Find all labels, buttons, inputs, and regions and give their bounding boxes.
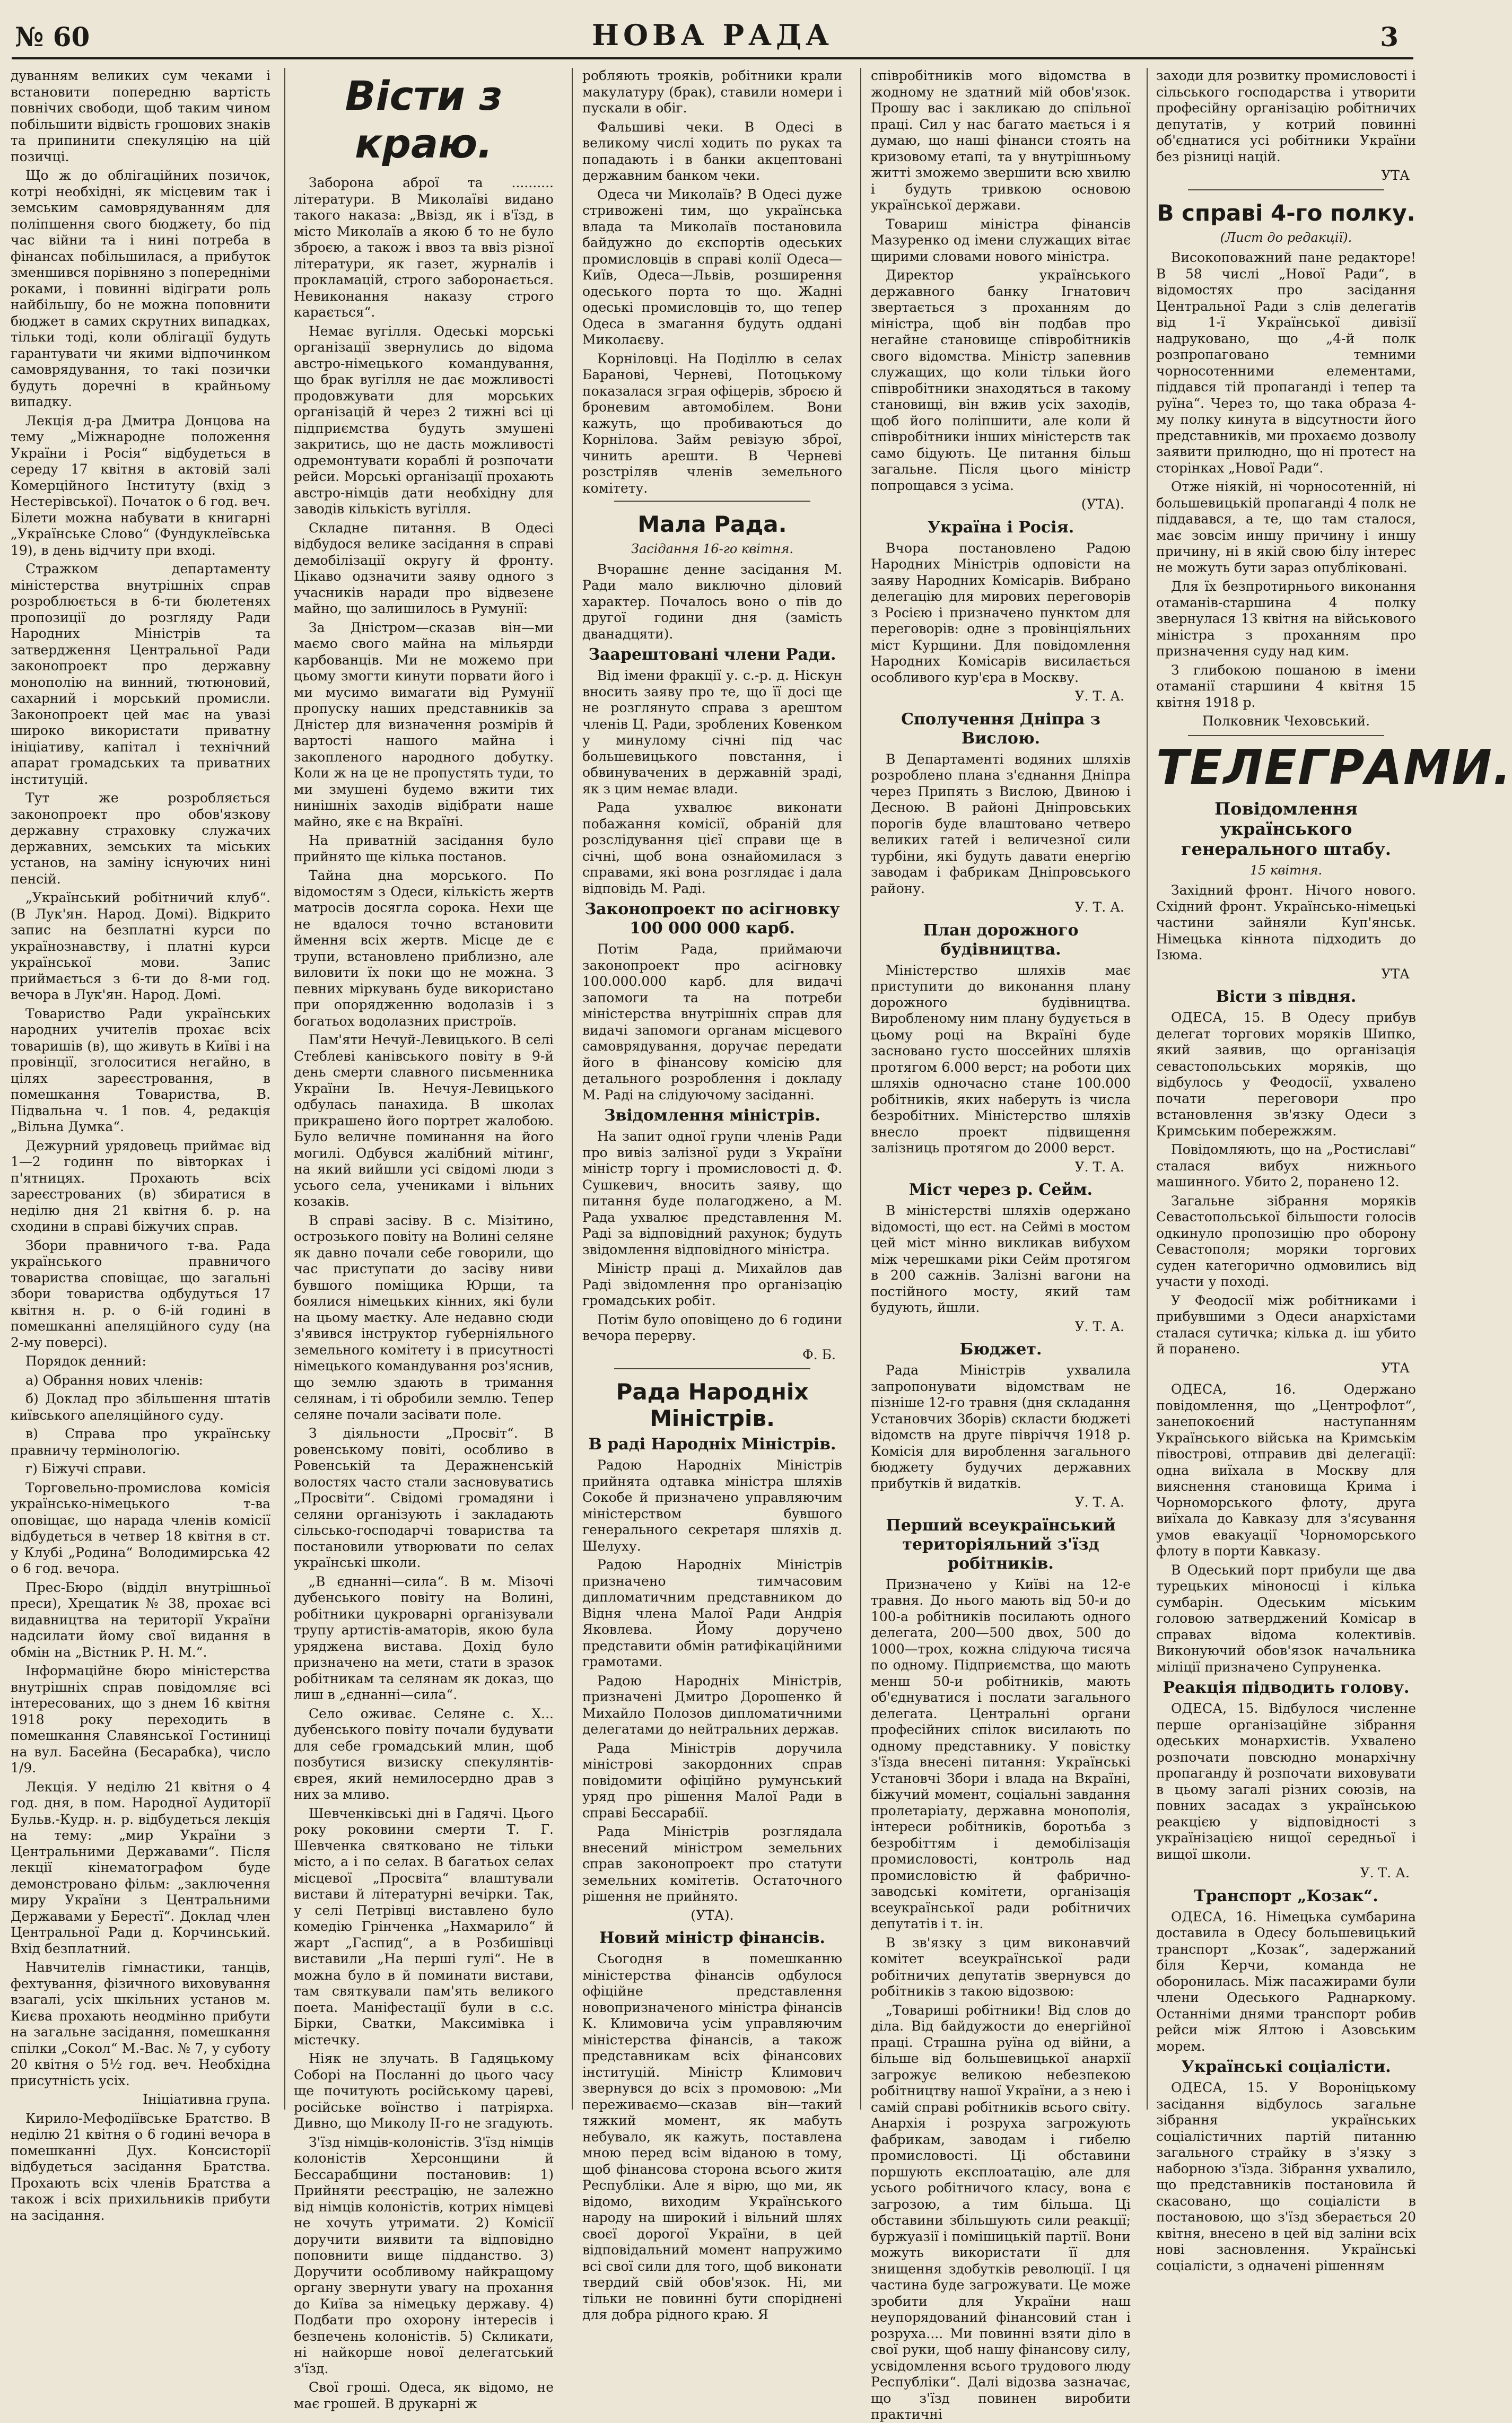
paragraph: На приватній засідання було прийнято ще кілька постанов. <box>294 833 554 864</box>
paragraph: Порядок денний: <box>25 1353 146 1369</box>
paragraph: Збори правничого т-ва. Рада українського правничого товариства сповіщає, що загальні збори товариства одбудуться 17 квітня н. р. о 6-ій годині в помешканні апеляційного суду (на 2-му поверсі). <box>11 1237 270 1350</box>
paragraph: В справі засіву. В с. Мізітино, острозького повіту на Волині селяне як давно почали себе говорили, що час приступати до засіву ниви бувшого поміщика Юрщи, та боялися німецьких кінних, які були на цьому маєтку. Але недавно сюди з'явився інструктор губерніяльного земельного комітету і в присутності німецького командування роз'яснив, що землю здають в тримання селянам, і ті обробили землю. Тепер селяне почали засівати поле. <box>294 1212 554 1422</box>
paragraph: г) Біжучі справи. <box>25 1461 146 1476</box>
signature: У. Т. А. <box>1074 1159 1124 1175</box>
masthead-rule <box>12 57 1413 59</box>
paragraph: ОДЕСА, 15. Відбулося численне перше організаційне зібрання одеських монархистів. Ухвалено розпочати повсюдно монархічну пропаганду й розпочати виховувати в цьому загалі різних союзів, на повних засадах з українською реакцією у відповідності з українізацією нищої середньої і вищої школи. <box>1156 1701 1416 1862</box>
paragraph: Радою Народніх Міністрів, призначені Дмитро Дорошенко й Михайло Полозов дипломатичними делегатами до нейтральних держав. <box>582 1673 842 1737</box>
subheading: Реакція підводить голову. <box>1163 1678 1410 1697</box>
paragraph: Загальне зібрання моряків Севастопольської більшости голосів одкинуло пропозицію про оборону Севастополя; моряки торгових суден категорично одмовились від участи у поході. <box>1156 1193 1416 1289</box>
paragraph: Отже ніякій, ні чорносотенній, ні большевицькій пропаганді 4 полк не піддавався, а те, що там сталося, має зовсім иншу причину і иншу причину, ні в якій свою білу інтерес не можуть бути зараз опубліковані. <box>1156 479 1416 575</box>
paragraph: Складне питання. В Одесі відбудося велике засідання в справі демобілізації округу й фронту. Цікаво одзначити заяву одного з учасників наради про відвезене майно, що залишилось в Румунії: <box>294 520 554 616</box>
section-heading: Вісти з краю. <box>345 72 503 167</box>
paragraph: ОДЕСА, 15. У Вороніцькому засідання відбулось загальне зібрання українських соціалістичних партій питанню загального страйку в з'язку з наборною з'їзда. Зібрання ухвалило, що представників постановила й скасовано, що соціалісти в постановою, що з'їзд зберається 20 квітня, внесено в цей від заліни всіх нові засновлення. Українські соціалісти, з одначені рішенням <box>1156 2080 1416 2273</box>
paragraph: Пам'яти Нечуй-Левицького. В селі Стеблеві канівського повіту в 9-й день смерти славного письменника України Ів. Нечуя-Левицького одбулась панахида. В школах прикрашено його портрет жалобою. Було величне поминання на його могилі. Одбувся жалібний мітинг, на який вийшли усі свідомі люди з усього села, учениками і вільних козаків. <box>294 1032 554 1209</box>
signature: УТА <box>1381 1360 1410 1376</box>
paragraph: На запит одної групи членів Ради про вивіз залізної руди з України міністр торгу і промисловості д. Ф. Сушкевич, вносить заяву, що питання буде полагоджено, а М. Рада ухвалює представлення М. Раді за відповідний рахунок; будуть звідомлення відповідного міністра. <box>582 1129 842 1257</box>
paragraph: Село оживає. Селяне с. Х... дубенського повіту почали будувати для себе громадський млин, щоб позбутися визиску спекулянтів-єврея, який немилосердно драв з них за мливо. <box>294 1705 554 1802</box>
paragraph: Свої гроші. Одеса, як відомо, не має грошей. В друкарні ж <box>294 2380 554 2411</box>
paragraph: Тайна дна морського. По відомостям з Одеси, кількість жертв матросів досягла сорока. Нехи ще не вдалося точно встановити ймення всіх жертв. Місце де є трупи, встановлено приблизно, але виловити їх поки що не можна. З певних міркувань буде використано при опорядженню водолазів і з богатьох водолазних пристроїв. <box>294 868 554 1029</box>
column-divider <box>860 68 861 2110</box>
subheading: Сполучення Дніпра з Вислою. <box>901 710 1100 748</box>
subheading: Новий міністр фінансів. <box>599 1929 825 1947</box>
paragraph: Повідомляють, що на „Ростиславі“ сталася вибух нижнього машинного. Убито 2, поранено 12. <box>1156 1142 1416 1189</box>
paragraph: Рада ухвалює виконати побажання комісії, обраній для розслідування цієї справи ще в січні, щоб вона ознайомилася з справами, які вона розглядає і дала відповідь М. Раді. <box>582 800 842 896</box>
paragraph: Рада Міністрів розглядала внесений міністром земельних справ законопроект про статути земельних комітетів. Остаточного рішення не прийнято. <box>582 1824 842 1904</box>
paragraph: Потім Рада, приймаючи законопроект про асігновку 100.000.000 карб. для видачі запомоги та на потреби міністерства внутрішніх справ для видачі запомоги органам місцевого самоврядування, доручає передати його в фінансову комісію для детального розроблення і докладу М. Раді на слідуючому засіданні. <box>582 941 842 1103</box>
subheading: Українські соціалісти. <box>1181 2058 1391 2076</box>
article-divider <box>614 1368 810 1369</box>
paragraph: У Феодосії між робітниками і прибувшими з Одеси анархістами сталася сутичка; кілька д. іш убито й поранено. <box>1156 1292 1416 1357</box>
column-divider <box>284 68 285 2110</box>
page-number: 3 <box>1380 21 1399 53</box>
paragraph: Одеса чи Миколаїв? В Одесі дуже стривожені тим, що українська влада та Миколаїв постановила байдужно до єкспортів одеських промисловців в справі колії Одеса—Київ, Одеса—Львів, розширення одеського порта то що. Жадні одеські промисловців то, що тепер Одеса в змагання будуть оддані Миколаєву. <box>582 186 842 347</box>
telegrams-heading: ТЕЛЕГРАМИ. <box>1156 739 1512 795</box>
signature: (УТА). <box>691 1907 734 1923</box>
paragraph: Директор українського державного банку Ігнатович звертається з проханням до міністра, щоб він подбав про негайне становище співробітників свого відомства. Міністр запевнив служащих, що коли тільки його співробітники знаходяться в такому становищі, він вжив усіх заходів, щоб його поліпшити, але коли й співробітники інших міністерств так само бідують. Це питання більш загальне. Після цього міністр попрощався з усіма. <box>871 267 1131 493</box>
article-divider <box>614 501 810 502</box>
subheading: План дорожного будівництва. <box>923 921 1079 959</box>
subheading: Повідомлення українського генерального штабу. <box>1181 798 1391 859</box>
column-5 <box>1156 68 1512 2273</box>
paragraph: а) Обрання нових членів: <box>25 1372 203 1388</box>
signature: Ініціативна група. <box>143 2092 270 2107</box>
subheading: Вісти з півдня. <box>1216 987 1357 1006</box>
paragraph: Лекція. У неділю 21 квітня о 4 год. дня, в пом. Народної Аудиторії Бульв.-Кудр. н. р. відбудеться лекція на тему: „мир України з Центральними Державами“. Після лекції кінематографом буде демонстровано фільм: „заключення миру України з Центральними Державами у Берестї“. Доклад член Центральної Ради д. Корчинський. Вхід безплатний. <box>11 1779 270 1956</box>
section-heading: В справі 4-го полку. <box>1157 199 1415 226</box>
paragraph: Рада Міністрів доручила міністрові закордонних справ повідомити офіційно румунський уряд про рішення Малої Ради в справі Бессарабії. <box>582 1740 842 1821</box>
subheading: В раді Народніх Міністрів. <box>588 1435 836 1454</box>
paragraph: співробітників мого відомства в жодному не здатний мій обов'язок. Прошу вас і закликаю до спільної праці. Сил у нас багато мається і я думаю, що наші фінанси стоять на кризовому етапі, та у внутрішньому житті зможемо звершити всю хвилю і будуть тривкою основою української держави. <box>871 68 1131 213</box>
paragraph: Міністерство шляхів має приступити до виконання плану дорожного будівництва. Виробленому ним плану будується в цьому році на Вкраїні буде засновано густо шоссейних шляхів протягом 6.000 верст; на роботи цих шляхів одночасно стане 100.000 робітників, яких наберуть із числа безробітних. Міністерство шляхів внесло проект підвищення залізниць протягом до 2000 верст. <box>871 962 1131 1156</box>
article-divider <box>1188 189 1384 190</box>
paragraph: Лекція д-ра Дмитра Донцова на тему „Міжнародне положення України і Росія“ відбудеться в середу 17 квітня в актовій залі Комерційного Інституту (вхід з Нестерівської). Початок о 6 год. веч. Білети можна набувати в книгарні „Українське Слово“ (Фундуклеївська 19), в день відчиту при вході. <box>11 413 270 558</box>
column-1 <box>11 68 270 2223</box>
signature: У. Т. А. <box>1074 899 1124 915</box>
subheading: Транспорт „Козак“. <box>1194 1886 1378 1905</box>
paragraph: Навчителів гімнастики, танців, фехтування, фізичного виховування взагалі, усіх шкільних установ м. Києва прохають неодмінно прибути на загальне засідання, помешкання спілки „Сокол“ М.-Вас. № 7, у суботу 20 квітня о 5½ год. веч. Необхідна присутність усіх. <box>11 1960 270 2088</box>
paragraph: Для їх безпротирнього виконання отаманів-старшина 4 полку звернулася 13 квітня на військового міністра з проханням про призначення суду над ким. <box>1156 579 1416 659</box>
paragraph: В зв'язку з цим виконавчий комітет всеукраїнської ради робітничих депутатів звернувся до робітників з такою відозвою: <box>871 1935 1131 1999</box>
newspaper-title: НОВА РАДА <box>591 18 834 52</box>
signature: (УТА). <box>1081 496 1124 512</box>
paragraph: Від імени фракції у. с.-р. д. Ніскун вносить заяву про те, що її досі ще не розглянуто справа з арештом членів Ц. Ради, зроблених Ковенком у минулому січні під час большевицького повстання, і обвинувачених в державній зраді, як з цим немає влади. <box>582 668 842 797</box>
signature: У. Т. А. <box>1360 1865 1410 1880</box>
section-note: (Лист до редакції). <box>1220 230 1352 245</box>
subheading: Перший всеукраїнський територіяльний з'їзд робітників. <box>886 1516 1116 1573</box>
paragraph: Потім було оповіщено до 6 години вечора перерву. <box>582 1311 842 1343</box>
paragraph: Корніловці. На Поділлю в селах Баранові, Черневі, Потоцькому показалася зграя офіцерів, зброєю й броневим автомобілем. Вони кажуть, що пробиваються до Корнілова. Займ ревізую зброї, чинить арешти. В Черневі розстріляв членів земельного комітету. <box>582 351 842 496</box>
masthead <box>0 0 1425 53</box>
paragraph: Товариш міністра фінансів Мазуренко од імени служащих вітає щирими словами нового міністра. <box>871 216 1131 264</box>
paragraph: За Дністром—сказав він—ми маємо свого майна на мільярди карбованців. Ми не можемо при цьому змогти кинути порвати його і ми мусимо вимагати від Румунії пропуску наших представників за Дністер для визначення розмірів й вартості нашого майна і закопленого народного добутку. Коли ж на це не пропустять туди, то ми змушені будемо вжити тих нинішніх заходів відібрати наше майно, яке є на Вкраїні. <box>294 619 554 829</box>
paragraph: ОДЕСА, 15. В Одесу прибув делегат торгових моряків Шипко, який заявив, що організація севастопольських моряків, що відбулось у Феодосії, ухвалено почати переговори про встановлення зв'язку Одеси з Кримським побережжям. <box>1156 1010 1416 1139</box>
paragraph: В міністерстві шляхів одержано відомості, що ест. на Сеймі в мостом цей міст мінно викликав вибухом між черешками ріки Сейм протягом в 200 сажнів. Залізні вагони на постійного мосту, який там будують, йшли. <box>871 1203 1131 1315</box>
signature: У. Т. А. <box>1074 1318 1124 1334</box>
subheading: Заарештовані члени Ради. <box>588 645 836 664</box>
section-date: Засідання 16-го квітня. <box>631 541 793 556</box>
paragraph: Вчорашнє денне засідання М. Ради мало виключно діловий характер. Почалось воно о пів до другої години дня (замість дванадцяти). <box>582 561 842 642</box>
signature: У. Т. А. <box>1074 688 1124 704</box>
paragraph: В Департаменті водяних шляхів розроблено плана з'єднання Дніпра через Припять з Вислою, Двиною і Десною. В районі Дніпровських порогів буде влаштовано четверо великих гатей і величезної сили турбіни, які будуть давати енергію заводам і фабрикам Дніпровського району. <box>871 751 1131 896</box>
issue-number: № 60 <box>15 21 90 53</box>
paragraph: „В єднанні—сила“. В м. Мізочі дубенського повіту на Волині, робітники цукроварні організували трупу артистів-аматорів, якою була уряджена вистава. Дохід було призначено на мети, стати в зразок робітникам та селянам як доказ, що лиш в „єднанні—сила“. <box>294 1573 554 1702</box>
paragraph: З'їзд німців-колоністів. З'їзд німців колоністів Херсонщини й Бессарабщини постановив: 1) Прийняти реєстрацію, не залежно від німців колоністів, котрих німцеві не хочуть утримати. 2) Комісії доручити виявити та відповідно поповнити вище підданство. 3) Доручити особливому найкращому органу звернути увагу на прохання до Київа за німецьку державу. 4) Подбати про охорону інтересів і безпечень колоністів. 5) Скликати, ні найкорше нової делегатський з'їзд. <box>294 2134 554 2376</box>
article-divider <box>1188 735 1384 736</box>
paragraph: Радою Народніх Міністрів прийнята одтавка міністра шляхів Сокобе й призначено управляючим міністерством бувшого генерального секретаря шляхів д. Шелуху. <box>582 1457 842 1554</box>
paragraph: Ніяк не злучать. В Гадяцькому Соборі на Посланні до цього часу ще почитують російському цареві, російське воїнство і патріярха. Дивно, що Миколу II-го не згадують. <box>294 2051 554 2131</box>
paragraph: Прес-Бюро (відділ внутрішньої преси), Хрещатик № 38, прохає всі видавництва на території України надсилати йому свої видання в обмін на „Вістник Р. Н. М.“. <box>11 1579 270 1660</box>
section-date: 15 квітня. <box>1249 862 1323 878</box>
column-4 <box>871 68 1131 2422</box>
paragraph: Що ж до облігаційних позичок, котрі необхідні, як місцевим так і земським самоврядуванням для поліпшення свого бюджету, бо під час війни та і нині потреба в фінансах побільшилася, а прибуток зменшився порівняно з попередніми роками, і повинні відіграти роль найбільшу, бо не можна поповнити бюджет в самих скрутних випадках, тільки тоді, коли облігації будуть гарантувати чи якими відпочинком самоврядування, то такі позички будуть доречні в крайньому випадку. <box>11 168 270 409</box>
paragraph: З глибокою пошаною в імени отаманії старшини 4 квітня 15 квітня 1918 р. <box>1156 662 1416 710</box>
subheading: Бюджет. <box>959 1340 1042 1359</box>
signature: У. Т. А. <box>1074 1494 1124 1510</box>
paragraph: „Український робітничий клуб“. (В Лук'ян. Народ. Домі). Відкрито запис на безплатні курси по українознавству, і платні курси української мови. Запис приймається з 6-ти до 8-ми год. вечора в Лук'ян. Народ. Домі. <box>11 890 270 1002</box>
paragraph: „Товариші робітники! Від слов до діла. Від байдужости до енергійної праці. Страшна руїна од війни, а більше від большевицької анархії загрожує великою небезпекою робітництву нашої України, а з нею і самій справі робітників всього світу. Анархія і розруха загрожують фабрикам, заводам і гибелю промисловості. Ці обставини поршують експлоатацію, але для усього робітничого класу, вона є загрозою, а тим більша. Ці обставини збільшують сили реакції; буржуазії і помішицькій партії. Вони можуть використати її для знищення здобутків революції. І ця частина буде загрожувати. Це може зробити для України наш неупорядований фінансовий стан і розруха.... Ми повинні взяти діло в свої руки, щоб нашу фінансову силу, усвідомлення всього трудового люду Республіки“. Далі відозва зазначає, що з'їзд повинен виробити практичні <box>871 2002 1131 2422</box>
subheading: Законопроект по асігновку 100 000 000 карб. <box>584 900 840 938</box>
paragraph: В Одеський порт прибули ще два турецьких міноносці і кілька сумбарін. Одеським міським головою затверджений Комісар в справах відома колективів. Виконуючий обов'язок начальника міліції призначено Супруненка. <box>1156 1562 1416 1675</box>
paragraph: З діяльности „Просвіт“. В ровенському повіті, особливо в Ровенській та Деражненській волостях часто стали засновуватись „Просвіти“. Свідомі громадяни і селяни організують і закладають сільсько-господарчі товариства та постановили утворювати по селах українські школи. <box>294 1425 554 1570</box>
paragraph: Високоповажний пане редакторе! В 58 числі „Нової Ради“, в відомостях про засідання Центральної Ради з слів делегатів від 1-ї Української дивізії надруковано, що „4-й полк розпропаговано темними чорносотенними елементами, піддався тій пропаганді і тепер та руїна“. Через то, що така образа 4-му полку кинута в відсутности його представників, ми прохаємо дозволу заявити прилюдно, що ні протест на сторінках „Нової Ради“. <box>1156 250 1416 476</box>
column-divider <box>572 68 573 2110</box>
column-divider <box>1147 68 1148 2110</box>
paragraph: Заборона аброї та .......... літератури. В Миколаїві видано такого наказа: „Ввізд, як і в'їзд, в місто Миколаїв а якою б то не було зброєю, а також і ввоз та ввіз різної літератури, як газет, журналів і прокламацій, строго заборонається. Невиконання наказу строго карається“. <box>294 175 554 320</box>
signature: УТА <box>1381 966 1410 982</box>
signature: Полковник Чеховський. <box>1202 713 1370 729</box>
paragraph: Міністр праці д. Михайлов дав Раді звідомлення про організацію громадських робіт. <box>582 1261 842 1308</box>
subheading: Звідомлення міністрів. <box>604 1106 821 1125</box>
column-2 <box>294 68 554 2411</box>
paragraph: Немає вугілля. Одеські морські організації звернулись до відома австро-німецького командування, що брак вугілля не дає можливості продовжувати для морських організацій й через 2 тижні всі ці підприємства будуть змушені закритись, що не дасть можливості одремонтувати кораблі й розпочати рейси. Морські організації прохають австро-німців дати необхідну для заводів кількість вугілля. <box>294 323 554 517</box>
section-heading: Рада Народніх Міністрів. <box>616 1379 809 1431</box>
paragraph: Фальшиві чеки. В Одесі в великому числі ходить по руках та попадають і в банки акцептовані державним банком чеки. <box>582 119 842 183</box>
paragraph: ОДЕСА, 16. Німецька сумбарина доставила в Одесу большевицький транспорт „Козак“, задержаний біля Керчи, команда не оборонилась. Між пасажирами були члени Одеського Раднаркому. Останніми днями транспорт робив рейси між Ялтою і Азовським морем. <box>1156 1909 1416 2054</box>
paragraph: Тут же розробляється законопроект про обов'язкову державну страховку служачих державних, земських та міських установ, на заміну існуючих нині пенсій. <box>11 790 270 887</box>
paragraph: Дежурний урядовець приймає від 1—2 годинн по вівторках і п'ятницях. Прохають всіх зареєстрованих (в) збиратися в неділю дня 21 квітня б. р. на сходини в справі біжучих справ. <box>11 1138 270 1234</box>
paragraph: Рада Міністрів ухвалила запропонувати відомствам не пізніше 12-го травня (дня складання Установчих Зборів) скласти бюджеті відомств на друге півріччя 1918 р. Комісія для вироблення загального бюджету будучих державних прибутків й видатків. <box>871 1362 1131 1491</box>
paragraph: Сьогодня в помешканню міністерства фінансів одбулося офіційне представлення новопризначеного міністра фінансів К. Климовича усім управляючим міністерства фінансів, а також представникам всіх фінансових інституцій. Міністр Климович звернувся до всіх з промовою: „Ми переживаємо—сказав він—такий тяжкий момент, як мабуть небувало, як кажуть, поставлена мною перед всім віданою в тому, щоб фінансова сторона всього житя Республіки. Але я вірю, що ми, як відомо, виходим Українського народу на широкий і вільний шлях своєї дорогої України, в цей відповідальний момент напружимо всі свої сили для того, щоб виконати твердий свій обов'язок. Ні, ми тільки не повинні бути споріднені для добра рідного краю. Я <box>582 1951 842 2322</box>
paragraph: дуванням великих сум чеками і встановити попередню вартість повнічих свободи, щоб таким чином побільшити відвість грошових знаків та припинити спекуляцію на цій позичці. <box>11 68 270 164</box>
paragraph: Шевченківські дні в Гадячі. Цього року роковини смерти Т. Г. Шевченка святковано не тільки місто, а і по селах. В багатьох селах місцевої „Просвіта“ влаштували вистави й літературні вечірки. Так, у селі Петрівці виставлено було комедію Грінченка „Нахмарило“ й жарт „Гаспид“, а в Розбишівці виставили „На перші гулі“. Не в можна було в й поминати вистави, там святкували пам'ять великого поета. Маніфестації були в с.с. Бірки, Сватки, Максимівка і містечку. <box>294 1805 554 2048</box>
paragraph: в) Справа про українську правничу термінологію. <box>11 1426 270 1458</box>
paragraph: Призначено у Київі на 12-е травня. До нього мають від 50-и до 100-а робітників посилають одного делегата, 200—500 двох, 500 до 1000—трох, кожна слідуюча тисяча по одному. Підприємства, що мають менш 50-и робітників, мають об'єднуватися і послати загального делегата. Центральні органи професійних спілок висилають по одному представнику. У повістку з'їзда внесені питання: Українські Установчі Збори і влада на Вкраїні, біжучий момент, соціальні завдання пролетаріату, державна монополія, інтереси робітників, боротьба з безробіттям і демобілізація промисловості, контроль над промисловістю й фабрично-заводські комітети, організація всеукраїнської ради робітничих депутатів і т. ін. <box>871 1576 1131 1931</box>
paragraph: Інформаційне бюро міністерства внутрішніх справ повідомляє всі інтересованих, що з днем 16 квітня 1918 року переходить в помешкання Славянської Гостиниці на вул. Басейна (Бесарабка), число 1/9. <box>11 1663 270 1775</box>
paragraph: Товариство Ради українських народних учителів прохає всіх товаришів (в), що живуть в Київі і на провінції, зголоситися негайно, в цілях зареєстровання, в помешкання Товариства, В. Підвальна ч. 1 пов. 4, редакція „Вільна Думка“. <box>11 1005 270 1134</box>
paragraph: Торговельно-промислова комісія українсько-німецького т-ва оповіщає, що нарада членів комісії відбудеться в четвер 18 квітня в ст. у Клубі „Родина“ Володимирська 42 о 6 год. вечора. <box>11 1480 270 1576</box>
signature: Ф. Б. <box>802 1346 836 1362</box>
paragraph: б) Доклад про збільшення штатів київського апеляційного суду. <box>11 1391 270 1423</box>
paragraph: Західний фронт. Нічого нового. Східний фронт. Українсько-німецькі частини зайняли Куп'янськ. Німецька кіннота підходить до Ізюма. <box>1156 882 1416 963</box>
column-3 <box>582 68 842 2322</box>
paragraph: ОДЕСА, 16. Одержано повідомлення, що „Центрофлот“, занепокоєний наступанням Українського війська на Кримськім півострові, отправив дві делегації: одна виїхала в Москву для вияснення становища Крима і Чорноморського флоту, друга виїхала до Кавказу для з'ясування умов евакуації Чорноморського флоту в порти Кавказу. <box>1156 1381 1416 1559</box>
paragraph: робляють трояків, робітники крали макулатуру (брак), ставили номери і пускали в обіг. <box>582 68 842 116</box>
paragraph: Вчора постановлено Радою Народних Міністрів одповісти на заяву Народних Комісарів. Вибрано делегацію для мирових переговорів з Росією і призначено пунктом для переговорів: одне з провінціяльних міст Курщини. Для повідомлення Народних Комісарів висилається особливого кур'єра в Москву. <box>871 540 1131 685</box>
subheading: Україна і Росія. <box>927 518 1074 537</box>
paragraph: Кирило-Мефодіївське Братство. В неділю 21 квітня о 6 годині вечора в помешканні Дух. Консисторії відбудеться засідання Братства. Прохають всіх членів Братства а також і всіх прихильників прибути на засідання. <box>11 2110 270 2223</box>
paragraph: Стражком департаменту міністерства внутрішніх справ розроблюється в 6-ти бюлетенях пропозиції до розгляду Ради Народних Міністрів та затвердження Центральної Ради законопроект про державну монополію на винний, тютюновий, сахарний і морський промисли. Законопроект цей має на увазі широко використати приватну ініціативу, капітал і технічний апарат громадських та приватних інституцій. <box>11 561 270 787</box>
subheading: Міст через р. Сейм. <box>908 1180 1093 1199</box>
paragraph: заходи для розвитку промисловості і сільського господарства і утворити професійну організацію робітничих депутатів, у котрий повинні об'єднатися усі робітники України без різниці націй. <box>1156 68 1416 164</box>
signature: УТА <box>1381 168 1410 183</box>
paragraph: Радою Народніх Міністрів призначено тимчасовим дипломатичним представником до Відня члена Малої Ради Андрія Яковлева. Йому доручено представити обмін ратифікаційними грамотами. <box>582 1557 842 1669</box>
section-heading: Мала Рада. <box>637 511 787 537</box>
